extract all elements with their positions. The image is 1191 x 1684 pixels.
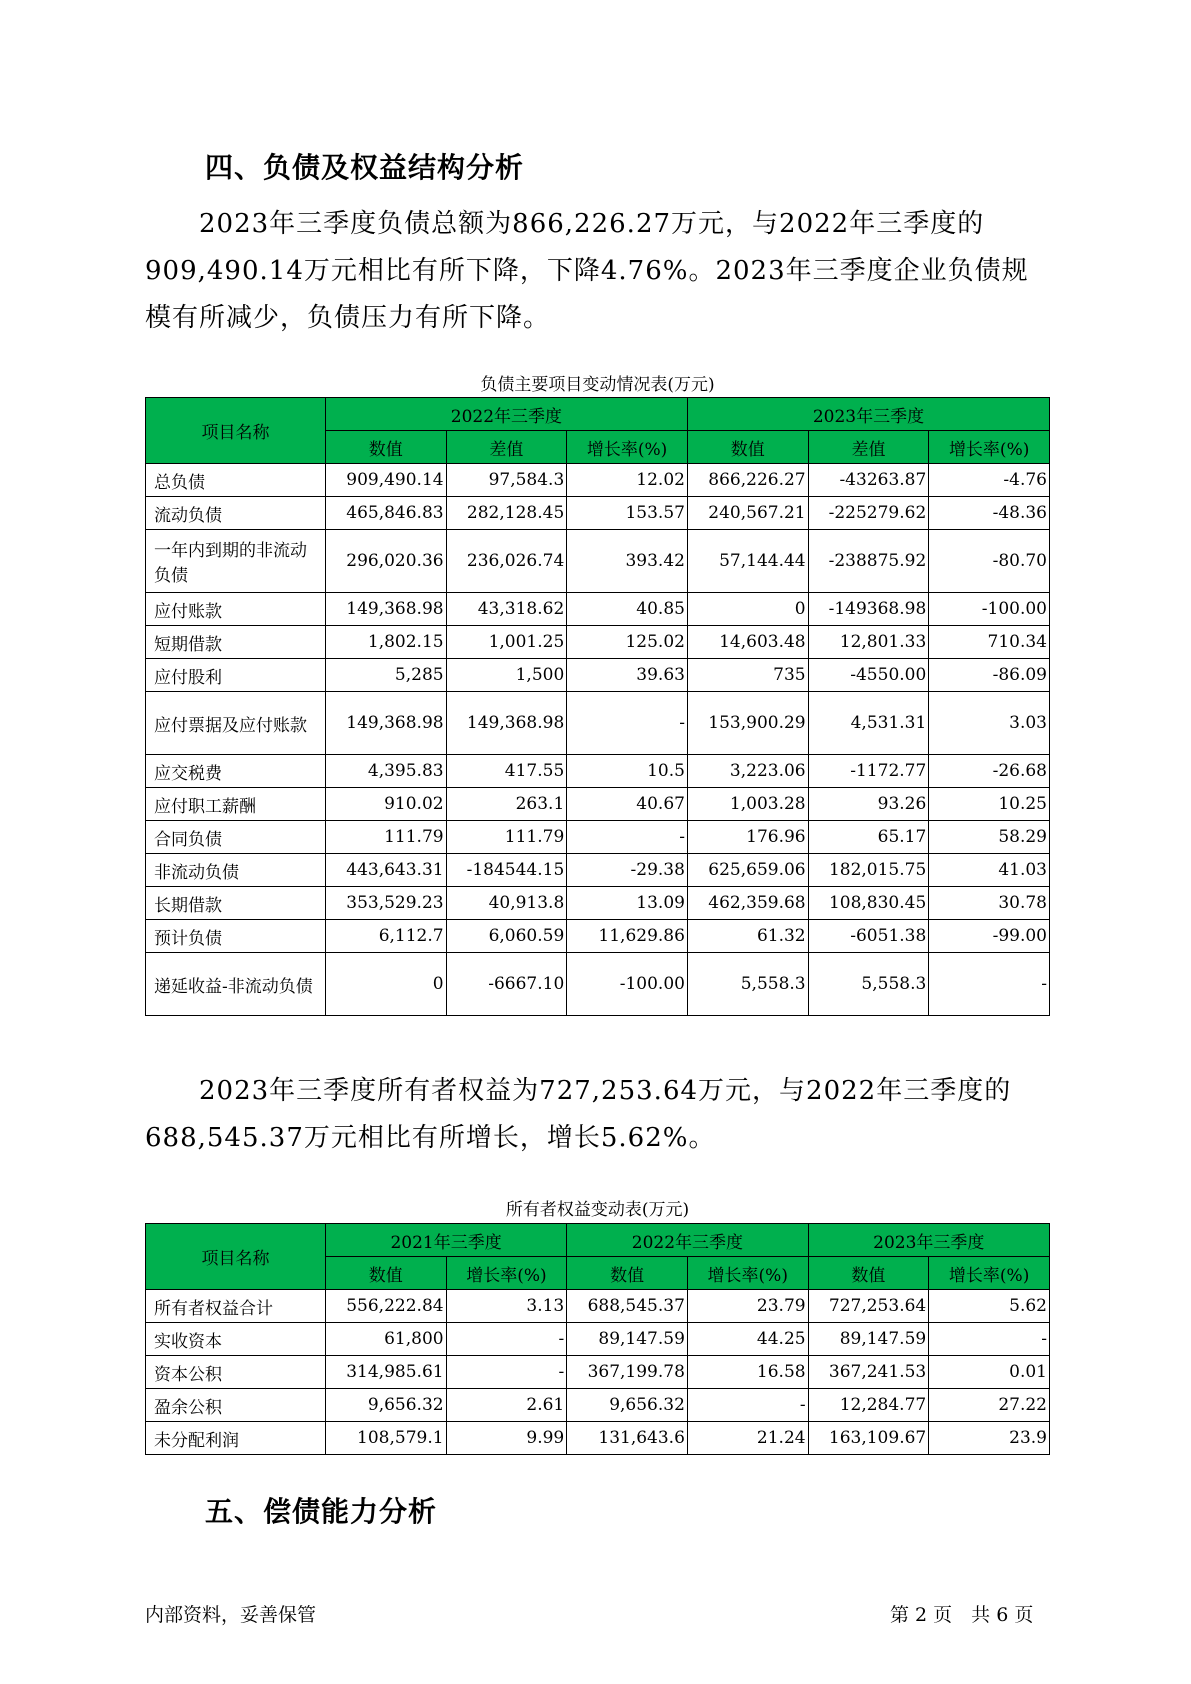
row-item-name: 实收资本 bbox=[146, 1323, 326, 1356]
row-item-name: 递延收益-非流动负债 bbox=[146, 953, 326, 1016]
cell-d2: 5,558.3 bbox=[808, 953, 929, 1016]
row-item-name: 流动负债 bbox=[146, 497, 326, 530]
column-group-2022: 2022年三季度 bbox=[567, 1224, 808, 1257]
cell-v3: 163,109.67 bbox=[808, 1422, 929, 1455]
column-header-value: 数值 bbox=[325, 1257, 446, 1290]
cell-v2: 153,900.29 bbox=[687, 692, 808, 755]
cell-d2: -1172.77 bbox=[808, 755, 929, 788]
table-row bbox=[146, 530, 1050, 593]
cell-r2: -26.68 bbox=[929, 755, 1050, 788]
cell-r3: 27.22 bbox=[929, 1389, 1050, 1422]
cell-d1: 1,500 bbox=[446, 659, 567, 692]
cell-r2: 3.03 bbox=[929, 692, 1050, 755]
footer-page-number: 第 2 页 共 6 页 bbox=[890, 1604, 1034, 1626]
cell-r2: 21.24 bbox=[687, 1422, 808, 1455]
cell-d2: 12,801.33 bbox=[808, 626, 929, 659]
cell-v2: 61.32 bbox=[687, 920, 808, 953]
cell-v3: 727,253.64 bbox=[808, 1290, 929, 1323]
column-group-2022: 2022年三季度 bbox=[325, 398, 687, 431]
table-row bbox=[146, 920, 1050, 953]
cell-r1: - bbox=[567, 692, 688, 755]
cell-r3: 23.9 bbox=[929, 1422, 1050, 1455]
table-row bbox=[146, 1323, 1050, 1356]
table-row bbox=[146, 1422, 1050, 1455]
column-header-rate: 增长率(%) bbox=[929, 1257, 1050, 1290]
row-item-name: 非流动负债 bbox=[146, 854, 326, 887]
table-row bbox=[146, 497, 1050, 530]
column-header-item-name: 项目名称 bbox=[146, 398, 326, 464]
cell-r3: - bbox=[929, 1323, 1050, 1356]
cell-v3: 89,147.59 bbox=[808, 1323, 929, 1356]
cell-d1: 40,913.8 bbox=[446, 887, 567, 920]
cell-r1: -100.00 bbox=[567, 953, 688, 1016]
column-header-rate: 增长率(%) bbox=[446, 1257, 567, 1290]
equity-table-body bbox=[146, 1290, 1050, 1455]
cell-v3: 367,241.53 bbox=[808, 1356, 929, 1389]
table-row bbox=[146, 755, 1050, 788]
equity-summary-paragraph bbox=[145, 1068, 1055, 1162]
cell-r1: 393.42 bbox=[567, 530, 688, 593]
table-header-row bbox=[146, 1224, 1050, 1257]
cell-r1: 10.5 bbox=[567, 755, 688, 788]
table-row bbox=[146, 1356, 1050, 1389]
cell-v1: 0 bbox=[325, 953, 446, 1016]
cell-r2: 44.25 bbox=[687, 1323, 808, 1356]
cell-r1: 3.13 bbox=[446, 1290, 567, 1323]
cell-r2: 710.34 bbox=[929, 626, 1050, 659]
cell-v2: 57,144.44 bbox=[687, 530, 808, 593]
cell-r2: -86.09 bbox=[929, 659, 1050, 692]
cell-r1: 2.61 bbox=[446, 1389, 567, 1422]
liability-table bbox=[145, 397, 1050, 1016]
cell-v2: 1,003.28 bbox=[687, 788, 808, 821]
table-row bbox=[146, 821, 1050, 854]
cell-r1: 40.85 bbox=[567, 593, 688, 626]
liability-summary-text: 2023年三季度负债总额为866,226.27万元，与2022年三季度的909,490.14万元相比有所下降，下降4.76%。2023年三季度企业负债规模有所减少，负债压力有所下降。 bbox=[145, 209, 1029, 333]
cell-v1: 465,846.83 bbox=[325, 497, 446, 530]
cell-v1: 111.79 bbox=[325, 821, 446, 854]
cell-r1: 13.09 bbox=[567, 887, 688, 920]
equity-summary-text: 2023年三季度所有者权益为727,253.64万元，与2022年三季度的688,545.37万元相比有所增长，增长5.62%。 bbox=[145, 1076, 1012, 1153]
cell-d1: 417.55 bbox=[446, 755, 567, 788]
row-item-name: 应付股利 bbox=[146, 659, 326, 692]
cell-d1: -6667.10 bbox=[446, 953, 567, 1016]
cell-d1: 282,128.45 bbox=[446, 497, 567, 530]
cell-v2: 89,147.59 bbox=[567, 1323, 688, 1356]
cell-d1: 43,318.62 bbox=[446, 593, 567, 626]
cell-v2: 240,567.21 bbox=[687, 497, 808, 530]
cell-d1: -184544.15 bbox=[446, 854, 567, 887]
cell-r3: 5.62 bbox=[929, 1290, 1050, 1323]
cell-d2: 65.17 bbox=[808, 821, 929, 854]
cell-r2: 10.25 bbox=[929, 788, 1050, 821]
cell-d1: 6,060.59 bbox=[446, 920, 567, 953]
row-item-name: 未分配利润 bbox=[146, 1422, 326, 1455]
cell-r2: 41.03 bbox=[929, 854, 1050, 887]
column-header-value: 数值 bbox=[567, 1257, 688, 1290]
equity-table-caption: 所有者权益变动表(万元) bbox=[505, 1200, 690, 1220]
row-item-name: 长期借款 bbox=[146, 887, 326, 920]
column-header-item-name: 项目名称 bbox=[146, 1224, 326, 1290]
cell-r2: -99.00 bbox=[929, 920, 1050, 953]
cell-v1: 9,656.32 bbox=[325, 1389, 446, 1422]
table-row bbox=[146, 692, 1050, 755]
cell-v2: 9,656.32 bbox=[567, 1389, 688, 1422]
table-row bbox=[146, 626, 1050, 659]
liability-table-body bbox=[146, 464, 1050, 1016]
cell-r2: -80.70 bbox=[929, 530, 1050, 593]
cell-r2: 30.78 bbox=[929, 887, 1050, 920]
cell-v2: 735 bbox=[687, 659, 808, 692]
cell-r2: -100.00 bbox=[929, 593, 1050, 626]
cell-r1: - bbox=[446, 1323, 567, 1356]
column-header-rate: 增长率(%) bbox=[929, 431, 1050, 464]
cell-v2: 131,643.6 bbox=[567, 1422, 688, 1455]
cell-r3: 0.01 bbox=[929, 1356, 1050, 1389]
column-group-2021: 2021年三季度 bbox=[325, 1224, 566, 1257]
table-row bbox=[146, 854, 1050, 887]
cell-v2: 688,545.37 bbox=[567, 1290, 688, 1323]
cell-d2: -238875.92 bbox=[808, 530, 929, 593]
cell-d1: 1,001.25 bbox=[446, 626, 567, 659]
cell-v2: 866,226.27 bbox=[687, 464, 808, 497]
row-item-name: 合同负债 bbox=[146, 821, 326, 854]
table-row bbox=[146, 659, 1050, 692]
cell-v1: 61,800 bbox=[325, 1323, 446, 1356]
cell-r1: 125.02 bbox=[567, 626, 688, 659]
row-item-name: 应付职工薪酬 bbox=[146, 788, 326, 821]
cell-r1: 12.02 bbox=[567, 464, 688, 497]
cell-v1: 1,802.15 bbox=[325, 626, 446, 659]
cell-r2: -4.76 bbox=[929, 464, 1050, 497]
cell-d2: -149368.98 bbox=[808, 593, 929, 626]
liability-table-caption: 负债主要项目变动情况表(万元) bbox=[480, 375, 715, 395]
cell-d2: -225279.62 bbox=[808, 497, 929, 530]
cell-v2: 462,359.68 bbox=[687, 887, 808, 920]
cell-r1: 11,629.86 bbox=[567, 920, 688, 953]
cell-r1: -29.38 bbox=[567, 854, 688, 887]
cell-d2: -6051.38 bbox=[808, 920, 929, 953]
row-item-name: 总负债 bbox=[146, 464, 326, 497]
cell-r2: -48.36 bbox=[929, 497, 1050, 530]
cell-v1: 556,222.84 bbox=[325, 1290, 446, 1323]
cell-v1: 910.02 bbox=[325, 788, 446, 821]
table-row bbox=[146, 887, 1050, 920]
table-row bbox=[146, 1290, 1050, 1323]
row-item-name: 短期借款 bbox=[146, 626, 326, 659]
section-4-title: 四、负债及权益结构分析 bbox=[205, 151, 525, 184]
cell-v2: 5,558.3 bbox=[687, 953, 808, 1016]
cell-r2: 23.79 bbox=[687, 1290, 808, 1323]
cell-v1: 6,112.7 bbox=[325, 920, 446, 953]
column-header-diff: 差值 bbox=[808, 431, 929, 464]
cell-r1: 39.63 bbox=[567, 659, 688, 692]
table-row bbox=[146, 1389, 1050, 1422]
cell-d1: 149,368.98 bbox=[446, 692, 567, 755]
table-row bbox=[146, 788, 1050, 821]
table-row bbox=[146, 593, 1050, 626]
cell-v2: 367,199.78 bbox=[567, 1356, 688, 1389]
cell-d2: 4,531.31 bbox=[808, 692, 929, 755]
cell-r2: 58.29 bbox=[929, 821, 1050, 854]
column-header-value: 数值 bbox=[325, 431, 446, 464]
cell-r1: 153.57 bbox=[567, 497, 688, 530]
cell-r1: - bbox=[567, 821, 688, 854]
equity-table bbox=[145, 1223, 1050, 1455]
cell-r1: 9.99 bbox=[446, 1422, 567, 1455]
cell-v2: 625,659.06 bbox=[687, 854, 808, 887]
cell-d2: -43263.87 bbox=[808, 464, 929, 497]
cell-d2: -4550.00 bbox=[808, 659, 929, 692]
column-header-diff: 差值 bbox=[446, 431, 567, 464]
liability-summary-paragraph bbox=[145, 201, 1055, 342]
cell-v2: 3,223.06 bbox=[687, 755, 808, 788]
cell-r2: - bbox=[687, 1389, 808, 1422]
cell-v1: 4,395.83 bbox=[325, 755, 446, 788]
column-header-value: 数值 bbox=[808, 1257, 929, 1290]
row-item-name: 一年内到期的非流动负债 bbox=[146, 530, 326, 593]
column-header-rate: 增长率(%) bbox=[567, 431, 688, 464]
cell-d2: 182,015.75 bbox=[808, 854, 929, 887]
cell-d1: 97,584.3 bbox=[446, 464, 567, 497]
cell-v2: 176.96 bbox=[687, 821, 808, 854]
cell-v1: 149,368.98 bbox=[325, 692, 446, 755]
cell-d2: 93.26 bbox=[808, 788, 929, 821]
cell-d1: 263.1 bbox=[446, 788, 567, 821]
row-item-name: 应付账款 bbox=[146, 593, 326, 626]
row-item-name: 资本公积 bbox=[146, 1356, 326, 1389]
cell-d2: 108,830.45 bbox=[808, 887, 929, 920]
cell-d1: 111.79 bbox=[446, 821, 567, 854]
column-group-2023: 2023年三季度 bbox=[808, 1224, 1049, 1257]
cell-v2: 0 bbox=[687, 593, 808, 626]
table-row bbox=[146, 464, 1050, 497]
cell-v1: 443,643.31 bbox=[325, 854, 446, 887]
row-item-name: 所有者权益合计 bbox=[146, 1290, 326, 1323]
cell-v1: 296,020.36 bbox=[325, 530, 446, 593]
cell-v1: 314,985.61 bbox=[325, 1356, 446, 1389]
row-item-name: 盈余公积 bbox=[146, 1389, 326, 1422]
footer-confidential-note: 内部资料，妥善保管 bbox=[145, 1604, 317, 1626]
section-5-title: 五、偿债能力分析 bbox=[205, 1495, 438, 1528]
cell-r2: - bbox=[929, 953, 1050, 1016]
row-item-name: 预计负债 bbox=[146, 920, 326, 953]
cell-v1: 149,368.98 bbox=[325, 593, 446, 626]
column-group-2023: 2023年三季度 bbox=[687, 398, 1049, 431]
cell-v2: 14,603.48 bbox=[687, 626, 808, 659]
column-header-rate: 增长率(%) bbox=[687, 1257, 808, 1290]
row-item-name: 应付票据及应付账款 bbox=[146, 692, 326, 755]
cell-v3: 12,284.77 bbox=[808, 1389, 929, 1422]
cell-v1: 353,529.23 bbox=[325, 887, 446, 920]
cell-d1: 236,026.74 bbox=[446, 530, 567, 593]
table-header-row bbox=[146, 398, 1050, 431]
cell-r1: 40.67 bbox=[567, 788, 688, 821]
row-item-name: 应交税费 bbox=[146, 755, 326, 788]
cell-v1: 108,579.1 bbox=[325, 1422, 446, 1455]
column-header-value: 数值 bbox=[687, 431, 808, 464]
cell-r1: - bbox=[446, 1356, 567, 1389]
cell-v1: 909,490.14 bbox=[325, 464, 446, 497]
cell-r2: 16.58 bbox=[687, 1356, 808, 1389]
table-row bbox=[146, 953, 1050, 1016]
cell-v1: 5,285 bbox=[325, 659, 446, 692]
